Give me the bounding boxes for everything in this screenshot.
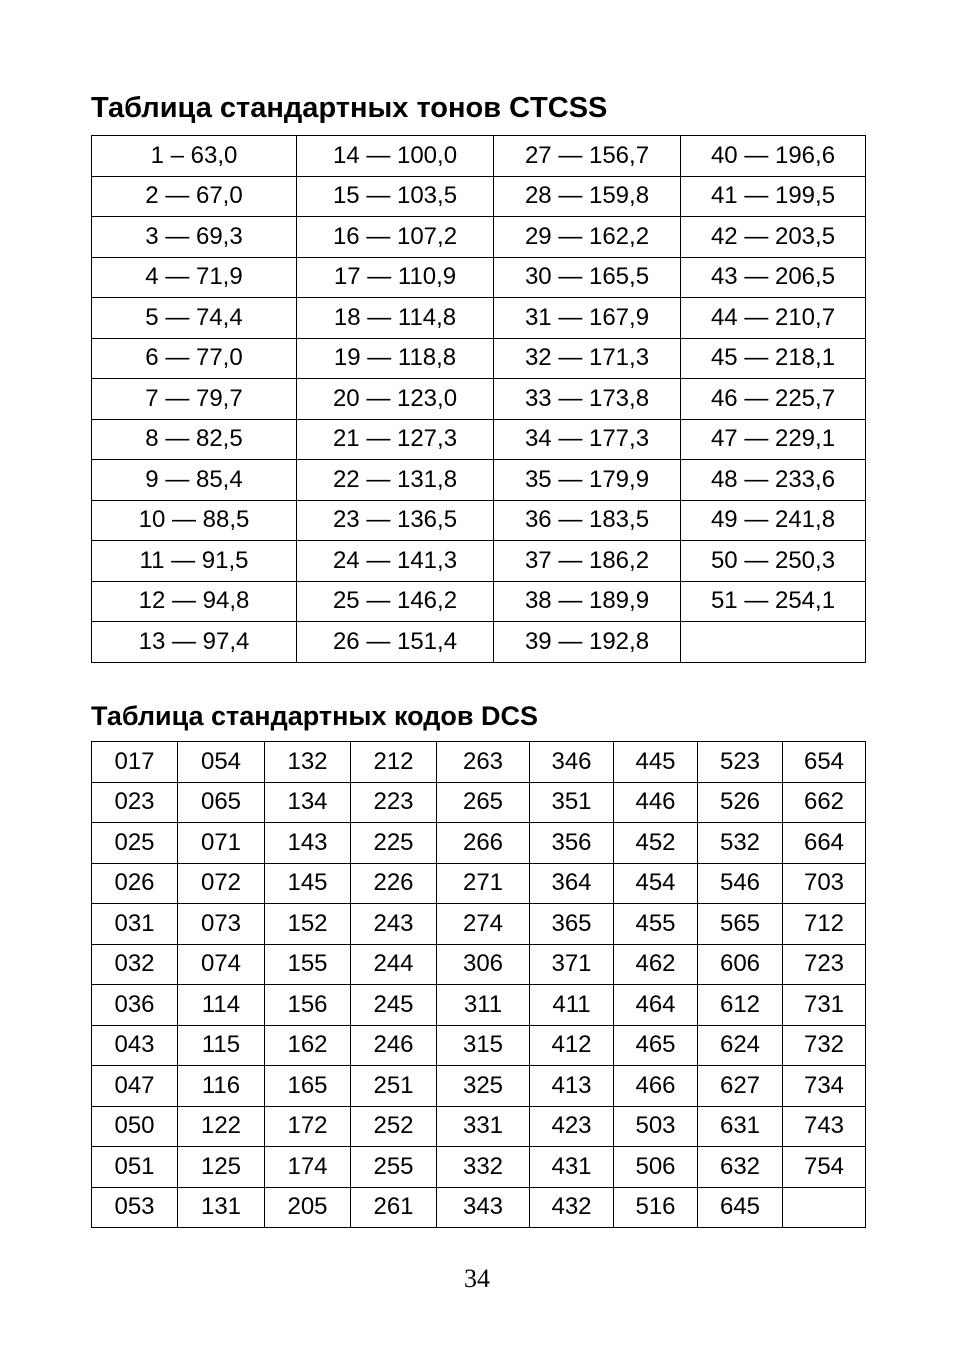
dcs-cell: 365 [530,904,614,945]
table-row [92,1025,866,1066]
dcs-cell: 054 [178,742,265,783]
table-row [92,742,866,783]
dcs-table [91,741,866,1228]
dcs-cell: 212 [351,742,437,783]
dcs-cell: 413 [530,1066,614,1107]
dcs-cell: 245 [351,985,437,1026]
dcs-cell: 251 [351,1066,437,1107]
ctcss-cell: 15 — 103,5 [297,176,494,217]
dcs-cell: 315 [437,1025,530,1066]
dcs-cell: 731 [783,985,866,1026]
dcs-cell: 266 [437,823,530,864]
ctcss-cell: 31 — 167,9 [494,298,681,339]
table-row [92,581,866,622]
dcs-cell: 754 [783,1147,866,1188]
ctcss-cell: 33 — 173,8 [494,379,681,420]
dcs-cell: 464 [614,985,698,1026]
table-row [92,1147,866,1188]
dcs-cell: 017 [92,742,178,783]
dcs-cell: 624 [698,1025,783,1066]
dcs-cell: 723 [783,944,866,985]
dcs-cell: 311 [437,985,530,1026]
table-row [92,904,866,945]
dcs-cell: 172 [265,1106,351,1147]
ctcss-cell: 30 — 165,5 [494,257,681,298]
dcs-cell: 026 [92,863,178,904]
ctcss-table [91,135,866,663]
dcs-cell: 343 [437,1187,530,1228]
dcs-cell: 073 [178,904,265,945]
dcs-cell: 462 [614,944,698,985]
dcs-cell: 523 [698,742,783,783]
dcs-cell: 025 [92,823,178,864]
dcs-cell: 053 [92,1187,178,1228]
dcs-cell: 364 [530,863,614,904]
dcs-cell: 455 [614,904,698,945]
dcs-cell: 627 [698,1066,783,1107]
ctcss-cell: 18 — 114,8 [297,298,494,339]
dcs-cell: 036 [92,985,178,1026]
ctcss-cell: 32 — 171,3 [494,338,681,379]
dcs-cell: 632 [698,1147,783,1188]
ctcss-cell: 34 — 177,3 [494,419,681,460]
dcs-cell: 145 [265,863,351,904]
dcs-cell: 532 [698,823,783,864]
dcs-cell: 252 [351,1106,437,1147]
dcs-cell: 606 [698,944,783,985]
ctcss-cell: 44 — 210,7 [681,298,866,339]
ctcss-cell: 24 — 141,3 [297,541,494,582]
dcs-cell: 165 [265,1066,351,1107]
table-row [92,823,866,864]
dcs-cell: 432 [530,1187,614,1228]
dcs-cell: 134 [265,782,351,823]
dcs-cell: 261 [351,1187,437,1228]
dcs-cell: 263 [437,742,530,783]
dcs-cell: 244 [351,944,437,985]
ctcss-cell: 51 — 254,1 [681,581,866,622]
ctcss-cell: 10 — 88,5 [92,500,297,541]
ctcss-cell: 29 — 162,2 [494,217,681,258]
table-row [92,863,866,904]
dcs-cell: 032 [92,944,178,985]
dcs-cell: 116 [178,1066,265,1107]
table-row [92,257,866,298]
dcs-cell: 732 [783,1025,866,1066]
dcs-cell: 271 [437,863,530,904]
table-row [92,298,866,339]
dcs-cell: 255 [351,1147,437,1188]
dcs-cell: 074 [178,944,265,985]
ctcss-cell [681,622,866,663]
table-row [92,985,866,1026]
ctcss-cell: 47 — 229,1 [681,419,866,460]
ctcss-table-title: Таблица стандартных тонов CTCSS [91,92,608,124]
ctcss-cell: 11 — 91,5 [92,541,297,582]
table-row [92,944,866,985]
dcs-cell: 047 [92,1066,178,1107]
dcs-table-body [92,742,866,1228]
dcs-cell: 516 [614,1187,698,1228]
dcs-cell: 526 [698,782,783,823]
dcs-cell: 664 [783,823,866,864]
ctcss-cell: 43 — 206,5 [681,257,866,298]
dcs-cell: 156 [265,985,351,1026]
dcs-cell: 346 [530,742,614,783]
dcs-cell: 132 [265,742,351,783]
ctcss-cell: 35 — 179,9 [494,460,681,501]
dcs-cell: 445 [614,742,698,783]
ctcss-cell: 9 — 85,4 [92,460,297,501]
dcs-cell: 043 [92,1025,178,1066]
dcs-cell: 654 [783,742,866,783]
table-row [92,500,866,541]
ctcss-cell: 13 — 97,4 [92,622,297,663]
dcs-cell: 423 [530,1106,614,1147]
dcs-cell: 662 [783,782,866,823]
ctcss-cell: 42 — 203,5 [681,217,866,258]
ctcss-cell: 5 — 74,4 [92,298,297,339]
table-row [92,176,866,217]
dcs-cell: 152 [265,904,351,945]
dcs-cell: 325 [437,1066,530,1107]
dcs-cell: 631 [698,1106,783,1147]
table-row [92,379,866,420]
dcs-cell: 506 [614,1147,698,1188]
dcs-cell: 546 [698,863,783,904]
ctcss-cell: 36 — 183,5 [494,500,681,541]
dcs-cell: 431 [530,1147,614,1188]
dcs-cell: 050 [92,1106,178,1147]
table-row [92,136,866,177]
dcs-cell: 332 [437,1147,530,1188]
ctcss-cell: 26 — 151,4 [297,622,494,663]
dcs-cell: 645 [698,1187,783,1228]
ctcss-cell: 4 — 71,9 [92,257,297,298]
ctcss-cell: 22 — 131,8 [297,460,494,501]
dcs-cell: 411 [530,985,614,1026]
ctcss-cell: 14 — 100,0 [297,136,494,177]
page-number: 34 [464,1264,490,1293]
table-row [92,419,866,460]
dcs-cell: 143 [265,823,351,864]
dcs-cell: 205 [265,1187,351,1228]
dcs-cell: 225 [351,823,437,864]
dcs-cell: 371 [530,944,614,985]
ctcss-cell: 8 — 82,5 [92,419,297,460]
ctcss-cell: 27 — 156,7 [494,136,681,177]
dcs-cell: 031 [92,904,178,945]
dcs-cell: 072 [178,863,265,904]
dcs-cell: 565 [698,904,783,945]
dcs-cell: 331 [437,1106,530,1147]
dcs-cell: 265 [437,782,530,823]
ctcss-cell: 37 — 186,2 [494,541,681,582]
dcs-cell: 351 [530,782,614,823]
dcs-cell: 412 [530,1025,614,1066]
dcs-cell: 023 [92,782,178,823]
dcs-cell: 356 [530,823,614,864]
dcs-cell: 246 [351,1025,437,1066]
dcs-cell: 071 [178,823,265,864]
dcs-cell: 226 [351,863,437,904]
dcs-cell: 465 [614,1025,698,1066]
dcs-cell: 743 [783,1106,866,1147]
ctcss-table-body [92,136,866,663]
dcs-cell: 503 [614,1106,698,1147]
table-row [92,541,866,582]
dcs-cell: 466 [614,1066,698,1107]
ctcss-cell: 39 — 192,8 [494,622,681,663]
ctcss-cell: 23 — 136,5 [297,500,494,541]
ctcss-cell: 12 — 94,8 [92,581,297,622]
ctcss-cell: 50 — 250,3 [681,541,866,582]
ctcss-cell: 25 — 146,2 [297,581,494,622]
table-row [92,622,866,663]
ctcss-cell: 16 — 107,2 [297,217,494,258]
dcs-cell: 274 [437,904,530,945]
ctcss-cell: 2 — 67,0 [92,176,297,217]
ctcss-cell: 21 — 127,3 [297,419,494,460]
dcs-cell: 131 [178,1187,265,1228]
dcs-cell: 125 [178,1147,265,1188]
ctcss-cell: 1 – 63,0 [92,136,297,177]
ctcss-cell: 49 — 241,8 [681,500,866,541]
ctcss-cell: 41 — 199,5 [681,176,866,217]
dcs-cell: 174 [265,1147,351,1188]
dcs-cell: 703 [783,863,866,904]
dcs-cell: 734 [783,1066,866,1107]
dcs-cell: 223 [351,782,437,823]
ctcss-cell: 28 — 159,8 [494,176,681,217]
dcs-cell: 114 [178,985,265,1026]
ctcss-cell: 46 — 225,7 [681,379,866,420]
ctcss-cell: 38 — 189,9 [494,581,681,622]
table-row [92,782,866,823]
table-row [92,1066,866,1107]
dcs-cell: 306 [437,944,530,985]
table-row [92,1187,866,1228]
dcs-cell: 115 [178,1025,265,1066]
ctcss-cell: 40 — 196,6 [681,136,866,177]
ctcss-cell: 19 — 118,8 [297,338,494,379]
dcs-cell: 051 [92,1147,178,1188]
dcs-cell: 065 [178,782,265,823]
table-row [92,460,866,501]
dcs-cell: 155 [265,944,351,985]
table-row [92,338,866,379]
dcs-cell: 612 [698,985,783,1026]
dcs-table-title: Таблица стандартных кодов DCS [91,701,539,731]
ctcss-cell: 48 — 233,6 [681,460,866,501]
dcs-cell: 122 [178,1106,265,1147]
ctcss-cell: 17 — 110,9 [297,257,494,298]
ctcss-cell: 20 — 123,0 [297,379,494,420]
dcs-cell: 454 [614,863,698,904]
table-row [92,217,866,258]
dcs-cell: 162 [265,1025,351,1066]
ctcss-cell: 6 — 77,0 [92,338,297,379]
ctcss-cell: 3 — 69,3 [92,217,297,258]
dcs-cell: 712 [783,904,866,945]
dcs-cell: 446 [614,782,698,823]
dcs-cell [783,1187,866,1228]
dcs-cell: 452 [614,823,698,864]
dcs-cell: 243 [351,904,437,945]
ctcss-cell: 7 — 79,7 [92,379,297,420]
table-row [92,1106,866,1147]
ctcss-cell: 45 — 218,1 [681,338,866,379]
